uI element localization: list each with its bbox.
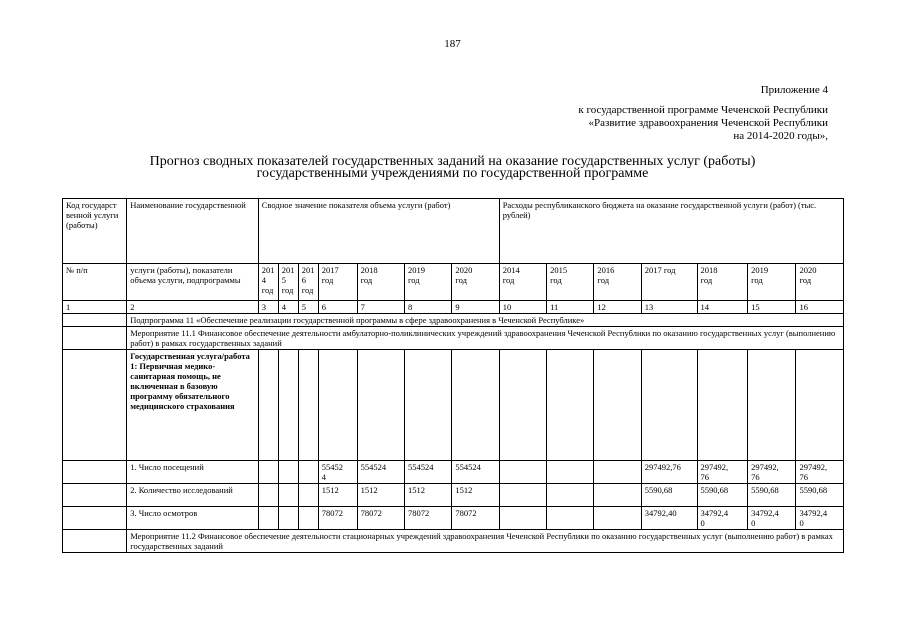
empty-cell [697, 350, 748, 461]
volume-cell: 1512 [357, 484, 404, 507]
budget-cell [547, 461, 594, 484]
volume-year: 201 5 год [278, 264, 298, 301]
column-number: 1 [63, 301, 127, 314]
budget-cell: 5590,68 [641, 484, 697, 507]
column-number: 16 [796, 301, 844, 314]
column-number: 12 [594, 301, 641, 314]
document-title [0, 156, 905, 180]
empty-cell [594, 350, 641, 461]
budget-cell [547, 507, 594, 530]
volume-cell: 554524 [452, 461, 499, 484]
budget-year: 2015 год [547, 264, 594, 301]
budget-cell [594, 461, 641, 484]
empty-cell [63, 327, 127, 350]
empty-cell [318, 350, 357, 461]
volume-year: 201 6 год [298, 264, 318, 301]
volume-cell: 78072 [318, 507, 357, 530]
empty-cell [796, 350, 844, 461]
empty-cell [63, 484, 127, 507]
subprogram-title: Подпрограмма 11 «Обеспечение реализации государственной программы в сфере здравоохранения в Чеченской Республике» [127, 314, 844, 327]
indicators-table [62, 198, 844, 553]
table-row [63, 484, 844, 507]
appendix-line-1: к государственной программе Чеченской Республики [578, 104, 828, 116]
volume-year: 2019 год [404, 264, 451, 301]
column-number: 5 [298, 301, 318, 314]
column-number: 9 [452, 301, 499, 314]
empty-cell [63, 461, 127, 484]
subheader-name: услуги (работы), показатели объема услуги, подпрограммы [127, 264, 259, 301]
measure-row [63, 530, 844, 553]
document-title-line-2: государственными учреждениями по государственной программе [256, 166, 649, 181]
table-row [63, 461, 844, 484]
row-name: 1. Число посещений [127, 461, 259, 484]
volume-cell [298, 507, 318, 530]
empty-cell [499, 350, 546, 461]
appendix-line-3: на 2014-2020 годы», [733, 130, 828, 142]
volume-year: 2017 год [318, 264, 357, 301]
empty-cell [63, 314, 127, 327]
empty-cell [357, 350, 404, 461]
column-number: 6 [318, 301, 357, 314]
budget-year: 2017 год [641, 264, 697, 301]
service-row [63, 350, 844, 461]
volume-cell [298, 461, 318, 484]
measure-2-title: Мероприятие 11.2 Финансовое обеспечение деятельности стационарных учреждений здравоохранения Чеченской Республики по оказанию государственных услуг (выполнению работ) в рамках государственных заданий [127, 530, 844, 553]
header-volume: Сводное значение показателя объема услуги (работ) [258, 199, 499, 264]
empty-cell [278, 350, 298, 461]
volume-year: 2020 год [452, 264, 499, 301]
appendix-block [578, 84, 828, 143]
volume-cell: 55452 4 [318, 461, 357, 484]
budget-cell: 297492, 76 [697, 461, 748, 484]
column-number-row [63, 301, 844, 314]
budget-cell: 34792,4 0 [697, 507, 748, 530]
empty-cell [452, 350, 499, 461]
column-number: 11 [547, 301, 594, 314]
budget-year: 2014 год [499, 264, 546, 301]
column-number: 10 [499, 301, 546, 314]
column-number: 13 [641, 301, 697, 314]
empty-cell [63, 507, 127, 530]
column-number: 3 [258, 301, 278, 314]
header-code: Код государст венной услуги (работы) [63, 199, 127, 264]
volume-cell: 78072 [357, 507, 404, 530]
row-name: 2. Количество исследований [127, 484, 259, 507]
budget-year: 2020 год [796, 264, 844, 301]
empty-cell [641, 350, 697, 461]
volume-year: 201 4 год [258, 264, 278, 301]
appendix-line-2: «Развитие здравоохранения Чеченской Республики [588, 117, 828, 129]
empty-cell [63, 530, 127, 553]
volume-cell: 554524 [404, 461, 451, 484]
volume-cell [278, 461, 298, 484]
column-number: 4 [278, 301, 298, 314]
measure-1-title: Мероприятие 11.1 Финансовое обеспечение деятельности амбулаторно-поликлинических учреждений здравоохранения Чеченской Республики по оказанию государственных услуг (выполнению работ) в рамках государственных заданий [127, 327, 844, 350]
budget-cell: 297492, 76 [796, 461, 844, 484]
page-number: 187 [444, 38, 461, 50]
empty-cell [63, 350, 127, 461]
budget-cell: 34792,4 0 [796, 507, 844, 530]
volume-cell: 1512 [318, 484, 357, 507]
column-number: 7 [357, 301, 404, 314]
budget-cell [594, 484, 641, 507]
empty-cell [404, 350, 451, 461]
header-budget: Расходы республиканского бюджета на оказание государственной услуги (работ) (тыс. рублей) [499, 199, 843, 264]
document-title-line-1: Прогноз сводных показателей государственных заданий на оказание государственных услуг (работы) [149, 154, 756, 169]
volume-cell [298, 484, 318, 507]
header-name: Наименование государственной [127, 199, 259, 264]
empty-cell [258, 350, 278, 461]
budget-cell [499, 484, 546, 507]
volume-cell: 78072 [404, 507, 451, 530]
volume-cell [278, 507, 298, 530]
volume-year: 2018 год [357, 264, 404, 301]
volume-cell [258, 507, 278, 530]
budget-cell: 297492,76 [641, 461, 697, 484]
empty-cell [298, 350, 318, 461]
column-number: 14 [697, 301, 748, 314]
budget-cell [499, 461, 546, 484]
volume-cell: 554524 [357, 461, 404, 484]
budget-cell: 297492, 76 [748, 461, 796, 484]
budget-cell: 5590,68 [796, 484, 844, 507]
budget-cell [499, 507, 546, 530]
subprogram-row [63, 314, 844, 327]
empty-cell [547, 350, 594, 461]
service-1-title: Государственная услуга/работа 1: Первичная медико-санитарная помощь, не включенная в базовую программу обязательного медицинского страхования [127, 350, 259, 461]
measure-row [63, 327, 844, 350]
volume-cell [258, 484, 278, 507]
volume-cell [258, 461, 278, 484]
volume-cell: 78072 [452, 507, 499, 530]
appendix-title: Приложение 4 [760, 84, 828, 96]
table-row [63, 507, 844, 530]
column-number: 2 [127, 301, 259, 314]
budget-year: 2018 год [697, 264, 748, 301]
budget-year: 2016 год [594, 264, 641, 301]
budget-cell [547, 484, 594, 507]
subheader-num: № п/п [63, 264, 127, 301]
budget-cell: 34792,4 0 [748, 507, 796, 530]
subheader-row [63, 264, 844, 301]
volume-cell: 1512 [452, 484, 499, 507]
column-number: 8 [404, 301, 451, 314]
budget-cell: 34792,40 [641, 507, 697, 530]
volume-cell: 1512 [404, 484, 451, 507]
header-row [63, 199, 844, 264]
row-name: 3. Число осмотров [127, 507, 259, 530]
budget-cell [594, 507, 641, 530]
budget-year: 2019 год [748, 264, 796, 301]
budget-cell: 5590,68 [748, 484, 796, 507]
empty-cell [748, 350, 796, 461]
volume-cell [278, 484, 298, 507]
column-number: 15 [748, 301, 796, 314]
budget-cell: 5590,68 [697, 484, 748, 507]
